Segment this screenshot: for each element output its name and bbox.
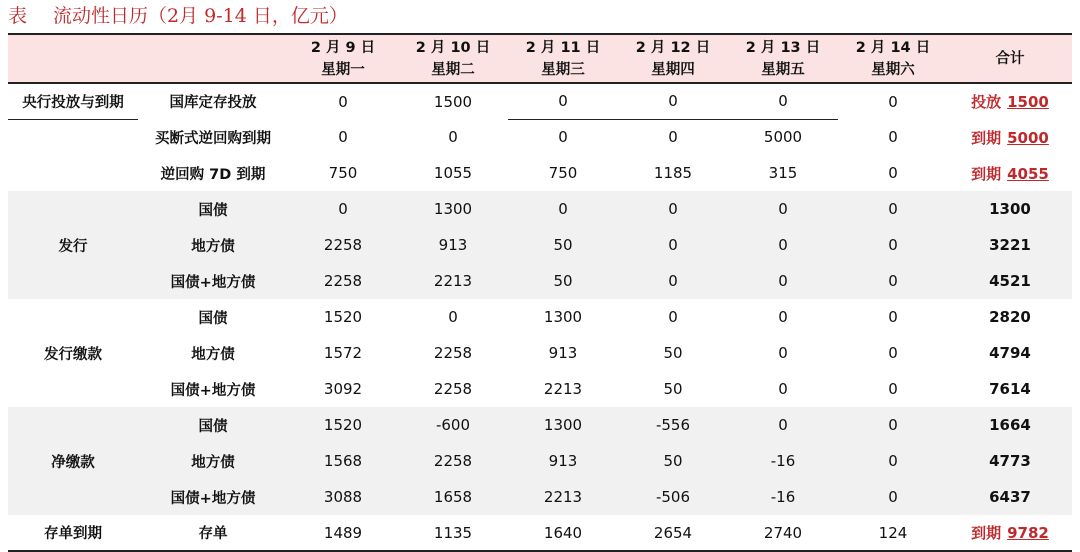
table-cell: 0 (838, 227, 948, 263)
table-cell: 1500 (433, 92, 473, 111)
caption-title: 流动性日历（2月 9-14 日，亿元） (53, 5, 348, 27)
table-cell: 0 (668, 308, 678, 326)
table-row (8, 119, 1072, 155)
table-cell: 50 (508, 263, 618, 299)
table-cell: 0 (668, 128, 678, 147)
header-day: 2 月 9 日 星期一 (288, 34, 398, 83)
table-cell: 1300 (398, 191, 508, 227)
header-day: 2 月 14 日 星期六 (838, 34, 948, 83)
table-cell: 2213 (543, 380, 583, 398)
table-cell: 750 (328, 164, 358, 182)
table-cell: 50 (508, 227, 618, 263)
table-cell: 0 (838, 407, 948, 443)
table-cell: 0 (508, 83, 618, 119)
table-cell: 0 (778, 344, 788, 362)
table-row (8, 299, 1072, 335)
section-label: 净缴款 (8, 407, 138, 515)
table-row (8, 371, 1072, 407)
table-cell: 124 (838, 515, 948, 551)
row-item-label: 地方债 (138, 443, 288, 479)
table-cell: 3088 (288, 479, 398, 515)
table-cell: 913 (398, 227, 508, 263)
row-total: 到期 9782 (948, 515, 1072, 551)
row-item-label: 国债 (198, 310, 228, 327)
table-cell: 315 (768, 164, 798, 182)
table-cell: 2213 (398, 263, 508, 299)
table-cell: 1055 (433, 164, 473, 182)
table-cell: 0 (728, 83, 838, 119)
table-cell: 0 (728, 227, 838, 263)
row-item-label: 国债+地方债 (138, 263, 288, 299)
table-cell: 0 (618, 83, 728, 119)
table-cell: 0 (838, 443, 948, 479)
header-day: 2 月 12 日 星期四 (618, 34, 728, 83)
table-row (8, 443, 1072, 479)
table-cell: 0 (888, 380, 898, 398)
table-cell: 2740 (728, 515, 838, 551)
row-item-label: 存单 (138, 515, 288, 551)
table-cell: 50 (618, 443, 728, 479)
table-cell: 0 (508, 191, 618, 227)
table-cell: 0 (448, 308, 458, 326)
table-cell: 2258 (288, 263, 398, 299)
row-item-label: 国债 (138, 407, 288, 443)
section-label: 存单到期 (8, 515, 138, 551)
row-item-label: 地方债 (138, 227, 288, 263)
table-cell: 0 (888, 128, 898, 146)
table-row (8, 191, 1072, 227)
row-item-label: 地方债 (191, 346, 235, 363)
row-total: 4794 (989, 344, 1031, 362)
row-total: 4521 (948, 263, 1072, 299)
table-row (8, 515, 1072, 551)
table-row (8, 227, 1072, 263)
table-cell: 0 (618, 227, 728, 263)
row-total: 4773 (948, 443, 1072, 479)
header-row (8, 34, 1072, 83)
table-cell: 1300 (508, 407, 618, 443)
table-cell: 2258 (433, 380, 473, 398)
row-total: 到期 4055 (971, 164, 1049, 183)
table-cell: 1185 (653, 164, 693, 182)
table-row (8, 407, 1072, 443)
table-cell: 1572 (323, 344, 363, 362)
row-item-label: 国债 (138, 191, 288, 227)
table-cell: 0 (838, 263, 948, 299)
table-cell: 2213 (508, 479, 618, 515)
row-total: 2820 (989, 308, 1031, 326)
row-item-label: 国债+地方债 (170, 382, 256, 399)
row-item-label: 国库定存投放 (169, 95, 257, 111)
table-cell: 0 (728, 407, 838, 443)
table-cell: -556 (618, 407, 728, 443)
table-cell: 1489 (288, 515, 398, 551)
table-cell: 0 (888, 308, 898, 326)
row-total: 3221 (948, 227, 1072, 263)
table-cell: 0 (558, 128, 568, 147)
row-total: 到期 5000 (971, 128, 1049, 147)
table-cell: 2258 (398, 443, 508, 479)
header-day: 2 月 11 日 星期三 (508, 34, 618, 83)
row-total: 投放 1500 (971, 93, 1049, 111)
section-label: 发行缴款 (44, 346, 102, 363)
table-cell: 1568 (288, 443, 398, 479)
header-day: 2 月 13 日 星期五 (728, 34, 838, 83)
table-cell: 0 (448, 128, 458, 146)
table-cell: 1640 (508, 515, 618, 551)
table-cell: 913 (548, 344, 578, 362)
table-caption (8, 2, 348, 30)
liquidity-calendar-table (8, 33, 1072, 552)
caption-tag: 表 (8, 5, 28, 27)
table-cell: 0 (618, 191, 728, 227)
table-cell: 50 (663, 344, 683, 362)
table-cell: 0 (338, 128, 348, 146)
table-cell: 0 (728, 263, 838, 299)
table-row (8, 263, 1072, 299)
table-row (8, 335, 1072, 371)
table-cell: 0 (778, 380, 788, 398)
table-row (8, 479, 1072, 515)
table-cell: 1658 (398, 479, 508, 515)
table-cell: 0 (888, 164, 898, 182)
table-cell: -506 (618, 479, 728, 515)
table-cell: 0 (838, 479, 948, 515)
table-cell: 2258 (433, 344, 473, 362)
table-cell: 0 (338, 92, 348, 111)
table-cell: 0 (778, 308, 788, 326)
header-empty-section (8, 34, 138, 83)
table-cell: 2654 (618, 515, 728, 551)
table-cell: 2258 (288, 227, 398, 263)
table-row (8, 83, 1072, 119)
table-cell: 0 (618, 263, 728, 299)
table-cell: 1520 (288, 407, 398, 443)
table-row (8, 155, 1072, 191)
header-empty-item (138, 34, 288, 83)
table-cell: -16 (728, 479, 838, 515)
table-cell: 50 (663, 380, 683, 398)
section-label: 央行投放与到期 (8, 83, 138, 119)
section-label: 发行 (8, 191, 138, 299)
table-cell: -16 (728, 443, 838, 479)
table-cell: 1300 (543, 308, 583, 326)
row-item-label: 国债+地方债 (138, 479, 288, 515)
header-total: 合计 (948, 34, 1072, 83)
table-cell: 0 (888, 92, 898, 111)
table-cell: 750 (548, 164, 578, 182)
table-cell: 1520 (323, 308, 363, 326)
row-total: 1300 (948, 191, 1072, 227)
header-day: 2 月 10 日 星期二 (398, 34, 508, 83)
row-total: 1664 (948, 407, 1072, 443)
table-cell: 0 (888, 344, 898, 362)
row-item-label: 买断式逆回购到期 (155, 130, 271, 147)
table-cell: 0 (288, 191, 398, 227)
table-cell: 3092 (323, 380, 363, 398)
table-cell: -600 (398, 407, 508, 443)
table-cell: 0 (728, 191, 838, 227)
row-total: 7614 (989, 380, 1031, 398)
row-item-label: 逆回购 7D 到期 (160, 166, 266, 183)
table-cell: 0 (838, 191, 948, 227)
row-total: 6437 (948, 479, 1072, 515)
table-cell: 1135 (398, 515, 508, 551)
table-cell: 5000 (763, 128, 803, 147)
table-cell: 913 (508, 443, 618, 479)
